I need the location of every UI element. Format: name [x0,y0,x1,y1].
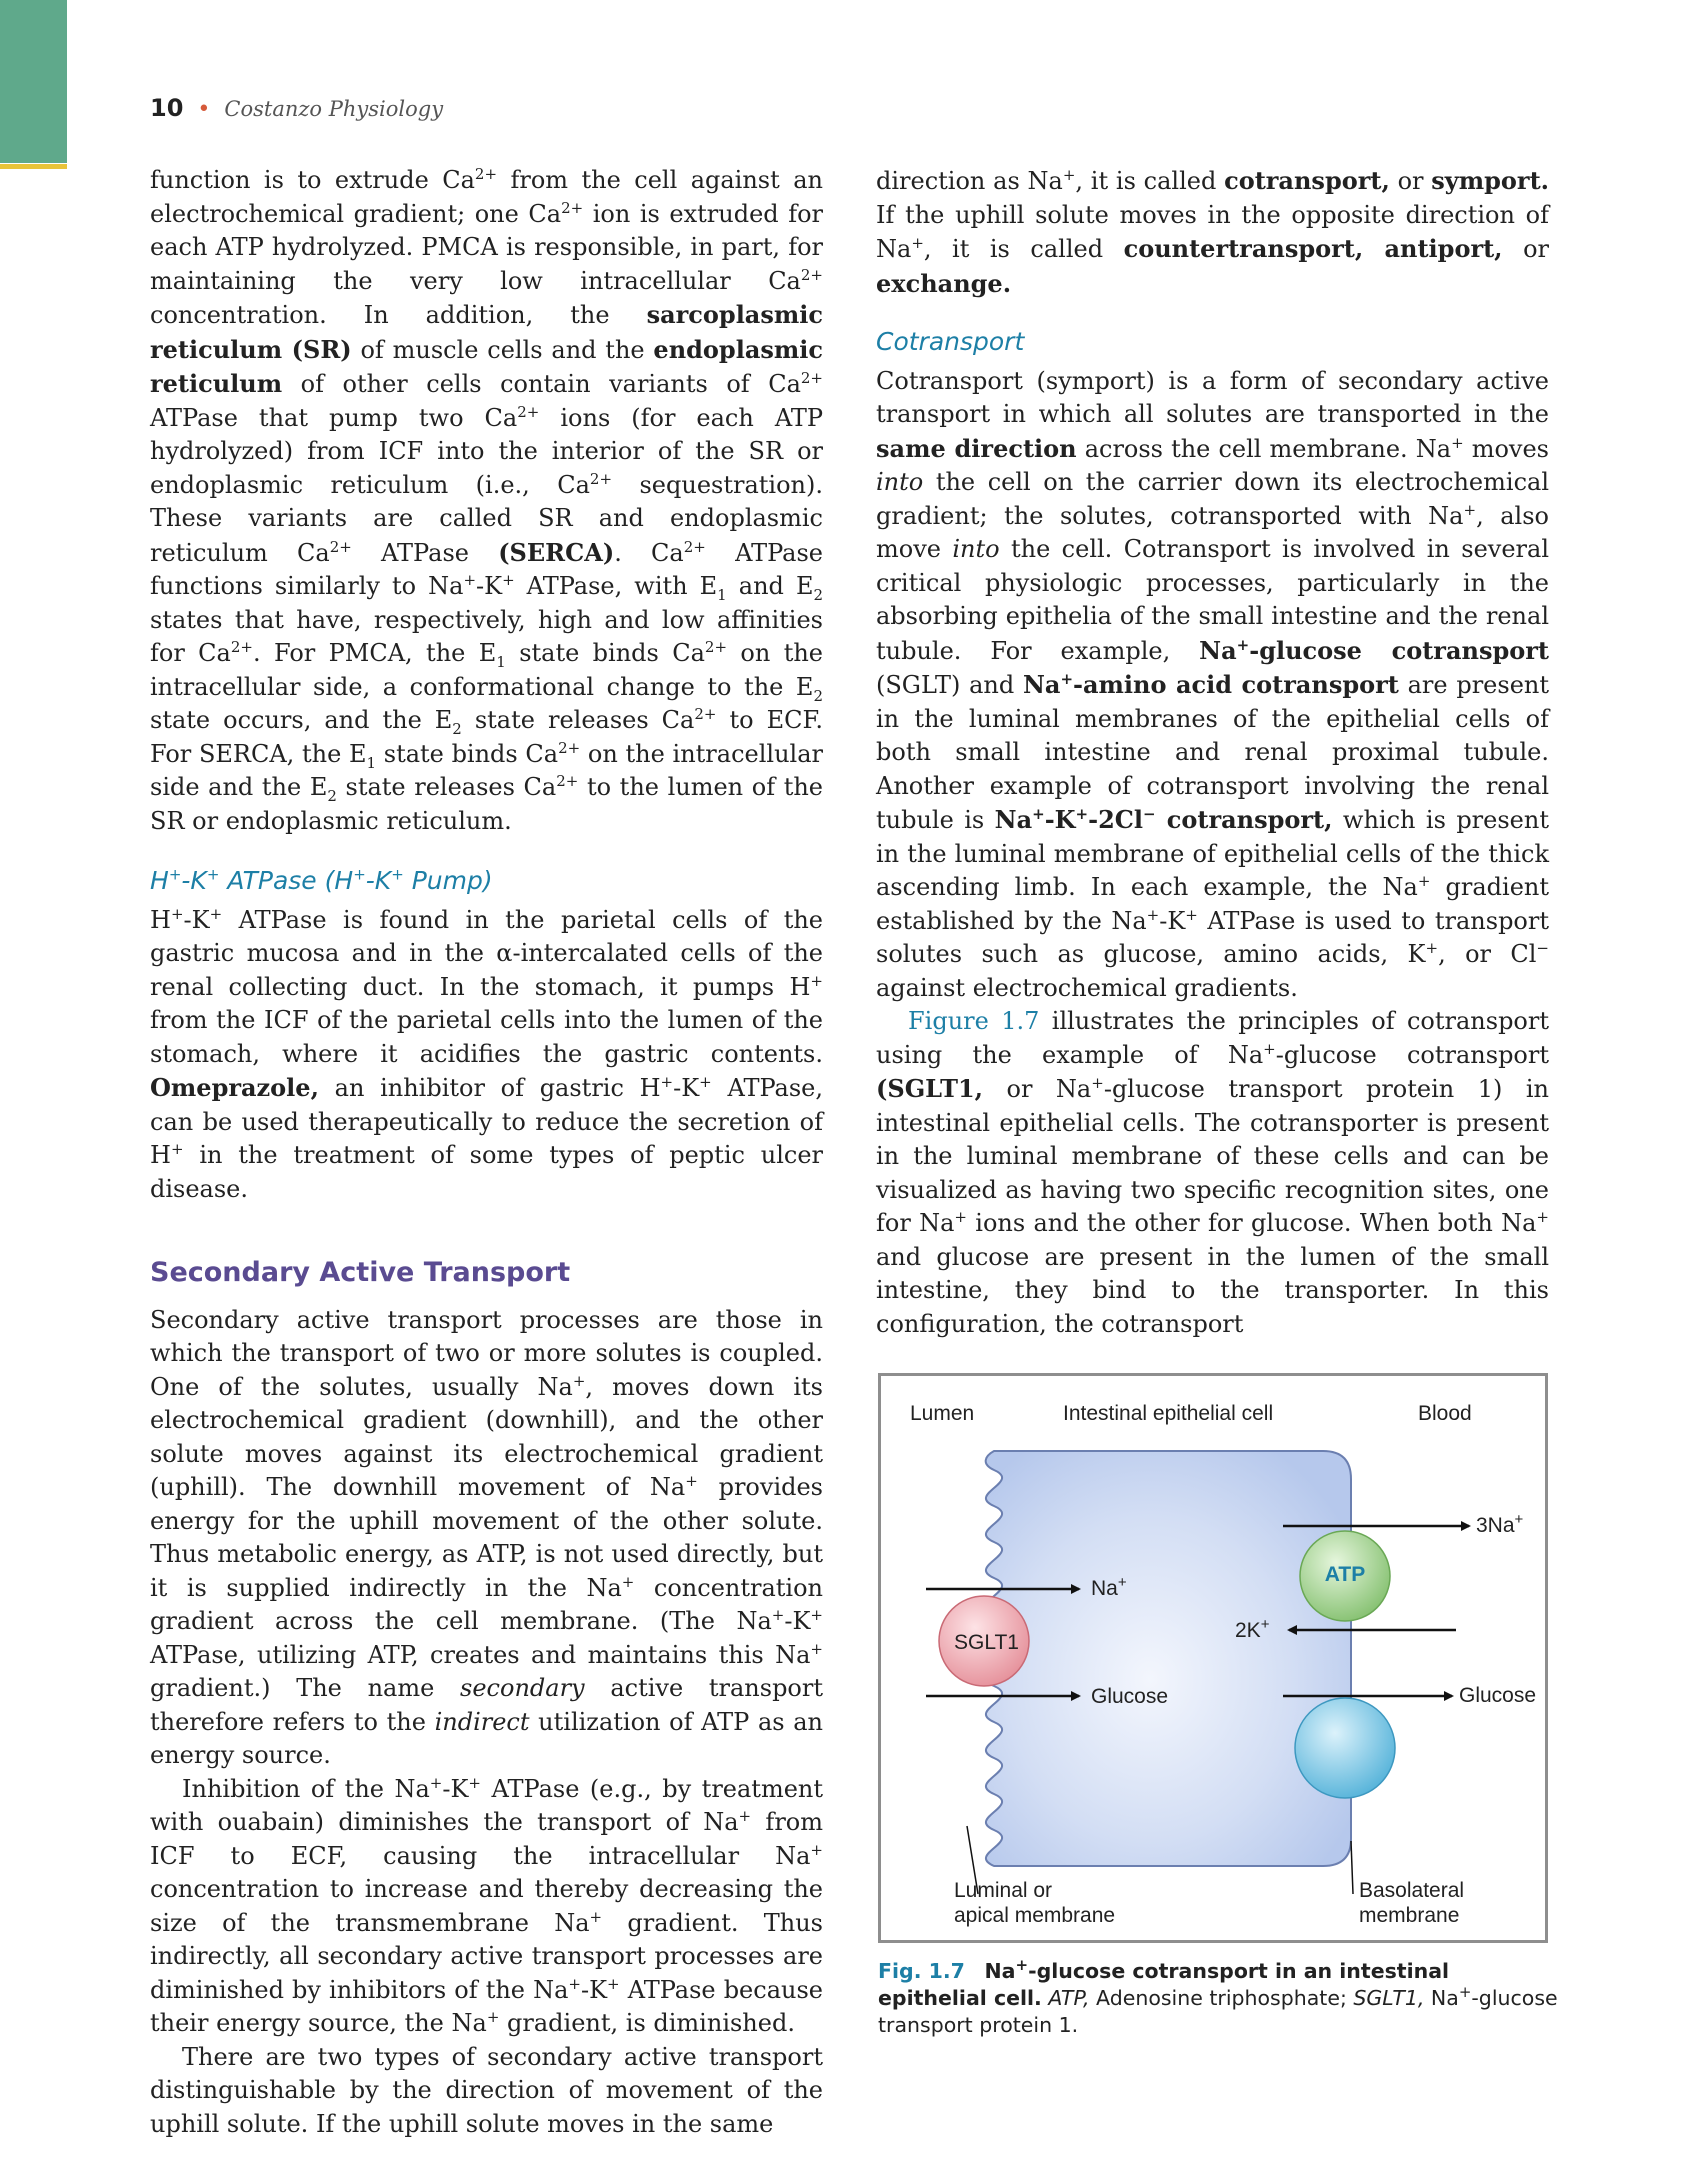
label-line: Luminal or [954,1879,1053,1902]
separator-bullet: • [197,97,211,122]
figure-1-7 [878,1373,1548,1943]
label-epithelial-cell: Intestinal epithelial cell [1063,1402,1274,1425]
subheading-cotransport: Cotransport [876,327,1025,356]
label-basolateral-membrane [1359,1878,1464,1928]
paragraph: Figure 1.7 illustrates the principles of cotransport using the example of Na+-glucose cotransport (SGLT1, or Na+-glucose transport protein 1) in intestinal epithelial cells. The cotransporter is present in the luminal membrane of these cells and can be visualized as having two specific recognition sites, one for Na+ ions and the other for glucose. When both Na+ and glucose are present in the lumen of the small intestine, they bind to the transporter. In this configuration, the cotransport [876,1007,1550,1338]
label-atp: ATP [1324,1563,1366,1586]
subheading-hk-atpase: H+-K+ ATPase (H+-K+ Pump) [150,865,493,895]
label-2k-in: 2K+ [1235,1616,1270,1642]
label-3na-out: 3Na+ [1476,1511,1524,1537]
label-line: apical membrane [954,1904,1116,1927]
paragraph: direction as Na+, it is called cotransport, or symport. If the uphill solute moves in the opposite direction of Na+, it is called countertransport, antiport, or exchange. [876,166,1550,298]
paragraph: Secondary active transport processes are those in which the transport of two or more solutes is coupled. One of the solutes, usually Na+, moves down its electrochemical gradient (downhill), and the other solute moves against its electrochemical gradient (uphill). The downhill movement of Na+ provides energy for the uphill movement of the other solute. Thus metabolic energy, as ATP, is not used directly, but it is supplied indirectly in the Na+ concentration gradient across the cell membrane. (The Na+-K+ ATPase, utilizing ATP, creates and maintains this Na+ gradient.) The name secondary active transport therefore refers to the indirect utilization of ATP as an energy source. [150,1305,824,1769]
label-line: membrane [1359,1904,1460,1927]
paragraph: Inhibition of the Na+-K+ ATPase (e.g., by treatment with ouabain) diminishes the transport of Na+ from ICF to ECF, causing the intracellular Na+ concentration to increase and thereby decreasing the size of the transmembrane Na+ gradient. Thus indirectly, all secondary active transport processes are diminished by inhibitors of the Na+-K+ ATPase because their energy source, the Na+ gradient, is diminished. [150,1773,824,2037]
paragraph: Cotransport (symport) is a form of secondary active transport in which all solutes are transported in the same direction across the cell membrane. Na+ moves into the cell on the carrier down its electrochemical gradient; the solutes, cotransported with Na+, also move into the cell. Cotransport is involved in several critical physiologic processes, particularly in the absorbing epithelia of the small intestine and the renal tubule. For example, Na+-glucose cotransport (SGLT) and Na+-amino acid cotransport are present in the luminal membranes of the epithelial cells of both small intestine and renal proximal tubule. Another example of cotransport involving the renal tubule is Na+-K+-2Cl− cotransport, which is present in the luminal membrane of epithelial cells of the thick ascending limb. In each example, the Na+ gradient established by the Na+-K+ ATPase is used to transport solutes such as glucose, amino acids, K+, or Cl− against electrochemical gradients. [876,366,1549,1002]
paragraph: There are two types of secondary active transport distinguishable by the direction of movement of the uphill solute. If the uphill solute moves in the same [150,2042,823,2138]
chapter-tab [0,0,67,163]
basolateral-leader-line [1351,1841,1353,1894]
label-sglt1: SGLT1 [954,1631,1019,1654]
label-glucose-in: Glucose [1091,1685,1169,1708]
label-luminal-membrane [954,1878,1115,1928]
label-line: Basolateral [1359,1879,1465,1902]
book-title: Costanzo Physiology [224,97,444,121]
caption-body: ATP, Adenosine triphosphate; SGLT1, Na+-glucose transport protein 1. [878,1983,1558,2037]
cell-diagram [881,1376,1545,1940]
heading-secondary-active-transport: Secondary Active Transport [150,1257,571,1288]
label-glucose-out: Glucose [1459,1684,1537,1707]
glucose-transporter [1295,1698,1395,1798]
label-blood: Blood [1418,1402,1472,1425]
chapter-tab-rule [0,164,67,169]
right-column [876,164,1549,1341]
figure-caption [878,1958,1558,2039]
page-number: 10 [150,94,184,122]
caption-figure-label: Fig. 1.7 [878,1959,965,1983]
label-lumen: Lumen [910,1402,975,1425]
left-column [150,164,823,2141]
figure-reference-link[interactable]: Figure 1.7 [908,1007,1040,1035]
running-head [150,94,443,122]
label-na-in: Na+ [1091,1574,1127,1600]
paragraph: H+-K+ ATPase is found in the parietal cells of the gastric mucosa and in the α-intercalated cells of the renal collecting duct. In the stomach, it pumps H+ from the ICF of the parietal cells into the lumen of the stomach, where it acidifies the gastric contents. Omeprazole, an inhibitor of gastric H+-K+ ATPase, can be used therapeutically to reduce the secretion of H+ in the treatment of some types of peptic ulcer disease. [150,904,824,1203]
caption-title: Na+-glucose cotransport in an intestinal epithelial cell. [878,1956,1450,2010]
paragraph: function is to extrude $Ca^{2+}$ from the cell against an electrochemical gradient; one $Ca^{2+}$ ion is extruded for each ATP hydrolyzed. PMCA is responsible, in part, for maintaining the very low intracellular $Ca^{2+}$ concentration. In addition, the sarcoplasmic reticulum (SR) of muscle cells and the endoplasmic reticulum of other cells contain variants of $Ca^{2+}$ ATPase that pump two $Ca^{2+}$ ions (for each ATP hydrolyzed) from ICF into the interior of the SR or endoplasmic reticulum (i.e., $Ca^{2+}$ sequestration). These variants are called SR and endoplasmic reticulum $Ca^{2+}$ ATPase (SERCA). $Ca^{2+}$ ATPase functions similarly to Na+-K+ ATPase, with $E_1$ and $E_2$ states that have, respectively, high and low affinities for $Ca^{2+}$. For PMCA, the $E_1$ state binds $Ca^{2+}$ on the intracellular side, a conformational change to the $E_2$ state occurs, and the $E_2$ state releases $Ca^{2+}$ to ECF. For SERCA, the $E_1$ state binds $Ca^{2+}$ on the intracellular side and the $E_2$ state releases $Ca^{2+}$ to the lumen of the SR or endoplasmic reticulum. [150,165,824,835]
epithelial-cell [986,1451,1351,1866]
